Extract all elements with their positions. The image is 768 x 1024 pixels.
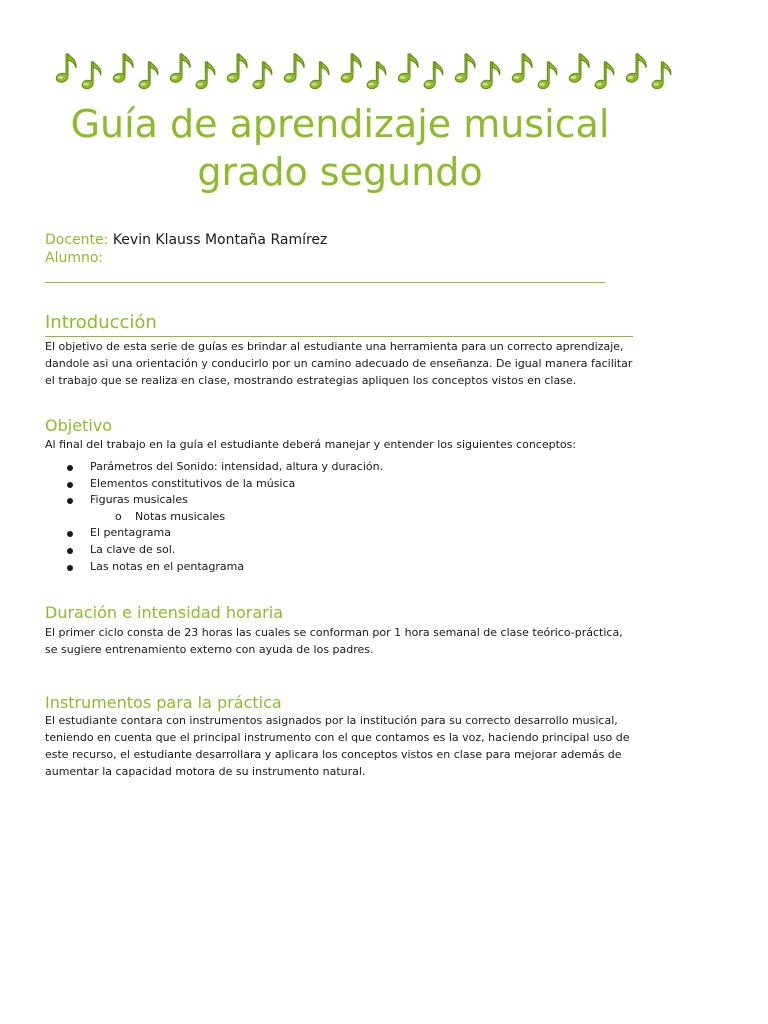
bullet-icon (67, 565, 73, 571)
page-title (40, 100, 640, 196)
list-item (45, 492, 635, 509)
objetivo-paragraph: Al final del trabajo en la guía el estudiante deberá manejar y entender los siguientes conceptos: (45, 438, 577, 451)
bullet-icon (67, 482, 73, 488)
music-note-pair-icon (221, 50, 278, 96)
bullet-icon (67, 531, 73, 537)
list-item (45, 542, 635, 559)
music-note-pair-icon (449, 50, 506, 96)
list-item-text: La clave de sol. (90, 542, 176, 556)
alumno-label: Alumno: (45, 250, 104, 266)
music-note-border (50, 50, 700, 96)
music-note-pair-icon (164, 50, 221, 96)
list-subitem (45, 509, 635, 526)
list-item-text: Las notas en el pentagrama (90, 559, 245, 573)
music-note-pair-icon (620, 50, 677, 96)
list-item (45, 459, 635, 476)
list-item (45, 476, 635, 493)
objetivo-list (45, 459, 635, 575)
title-line-1: Guía de aprendizaje musical (70, 102, 610, 146)
section-heading-objetivo: Objetivo (45, 416, 113, 435)
sub-bullet-icon: o (115, 509, 122, 523)
docente-label: Docente: (45, 232, 109, 248)
music-note-pair-icon (392, 50, 449, 96)
section-heading-introduccion: Introducción (45, 312, 157, 333)
title-line-2: grado segundo (197, 150, 483, 194)
music-note-pair-icon (506, 50, 563, 96)
bullet-icon (67, 498, 73, 504)
bullet-icon (67, 548, 73, 554)
section-heading-instrumentos: Instrumentos para la práctica (45, 693, 282, 712)
instrumentos-paragraph: El estudiante contara con instrumentos asignados por la institución para su correcto desarrollo musical, teniendo en cuenta que el principal instrumento con el que contamos es la voz, haciendo principal uso de este recurso, el estudiante desarrollara y aplicara los conceptos vistos en clase para mejorar además de aumentar la capacidad motora de su instrumento natural. (45, 714, 630, 778)
list-item-text: Notas musicales (135, 509, 226, 523)
document-meta (45, 231, 327, 267)
docente-value: Kevin Klauss Montaña Ramírez (112, 232, 328, 248)
list-item-text: Figuras musicales (90, 493, 188, 507)
list-item (45, 559, 635, 576)
music-note-pair-icon (563, 50, 620, 96)
music-note-pair-icon (107, 50, 164, 96)
list-item-text: Parámetros del Sonido: intensidad, altura y duración. (90, 460, 384, 473)
list-item (45, 525, 635, 542)
bullet-icon (67, 465, 73, 471)
list-item-text: Elementos constitutivos de la música (90, 476, 296, 490)
duracion-paragraph: El primer ciclo consta de 23 horas las cuales se conforman por 1 hora semanal de clase teórico-práctica, se sugiere entrenamiento externo con ayuda de los padres. (45, 626, 623, 656)
section-heading-duracion: Duración e intensidad horaria (45, 603, 283, 622)
music-note-pair-icon (278, 50, 335, 96)
alumno-underline (45, 282, 605, 283)
music-note-pair-icon (50, 50, 107, 96)
intro-paragraph: El objetivo de esta serie de guías es brindar al estudiante una herramienta para un correcto aprendizaje, dandole asi una orientación y conducirlo por un camino adecuado de enseñanza. De igual manera facilitar el trabajo que se realiza en clase, mostrando estrategias apliquen los conceptos vistos en clase. (45, 340, 633, 387)
music-note-pair-icon (335, 50, 392, 96)
heading-divider (45, 336, 633, 337)
list-item-text: El pentagrama (90, 526, 171, 540)
